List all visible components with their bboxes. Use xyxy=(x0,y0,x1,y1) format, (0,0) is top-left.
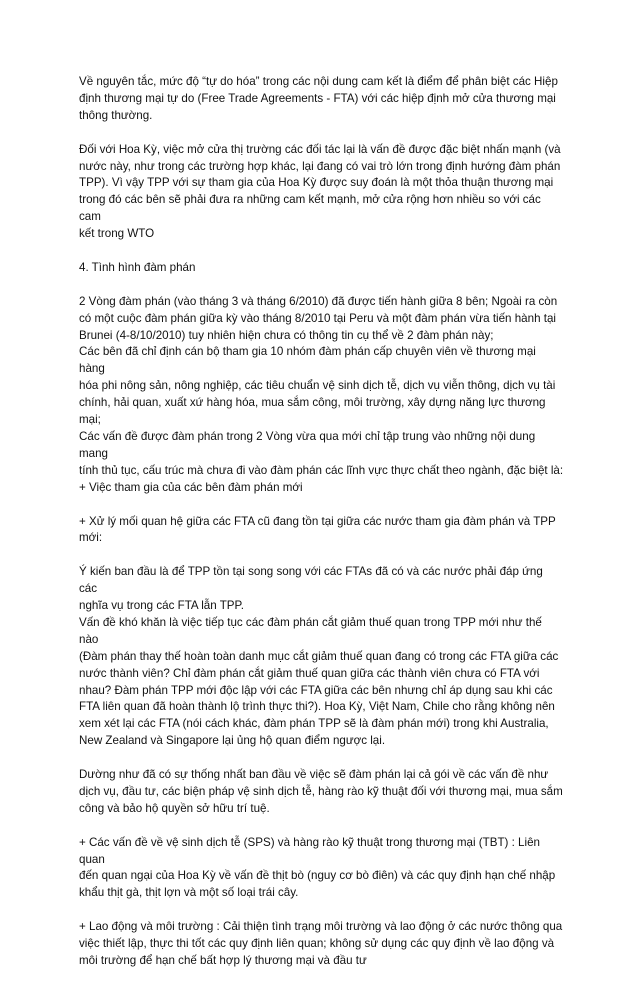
paragraph-package-agreement: Dường như đã có sự thống nhất ban đầu về việc sẽ đàm phán lại cả gói về các vấn đề như dịch vụ, đầu tư, các biện pháp vệ sinh dịch tễ, hàng rào kỹ thuật đối với thương mại, mua sắm công và bảo hộ quyền sở hữu trí tuệ. xyxy=(79,768,563,815)
document-page xyxy=(79,74,564,987)
paragraph-liberalization-principle: Về nguyên tắc, mức độ “tự do hóa” trong các nội dung cam kết là điểm để phân biệt các Hiệp định thương mại tự do (Free Trade Agreements - FTA) với các hiệp định mở cửa thương mại thông thường. xyxy=(79,75,558,122)
section-heading-negotiation-status: 4. Tình hình đàm phán xyxy=(79,260,196,274)
paragraph-labor-environment: + Lao động và môi trường : Cải thiện tình trạng môi trường và lao động ở các nước thông qua việc thiết lập, thực thi tốt các quy định liên quan; không sử dụng các quy định về lao động và môi trường để hạn chế bất hợp lý thương mại và đầu tư xyxy=(79,920,563,967)
paragraph-fta-relationship: + Xử lý mối quan hệ giữa các FTA cũ đang tồn tại giữa các nước tham gia đàm phán và TPP mới: xyxy=(79,514,556,545)
paragraph-sps-tbt: + Các vấn đề về vệ sinh dịch tễ (SPS) và hàng rào kỹ thuật trong thương mại (TBT) : Liên quan đến quan ngại của Hoa Kỳ về vấn đề thịt bò (nguy cơ bò điên) và các quy định hạn chế nhập khẩu thịt gà, thịt lợn và một số loại trái cây. xyxy=(79,835,556,900)
paragraph-negotiation-rounds: 2 Vòng đàm phán (vào tháng 3 và tháng 6/2010) đã được tiến hành giữa 8 bên; Ngoài ra còn có một cuộc đàm phán giữa kỳ vào tháng 8/2010 tại Peru và một đàm phán vừa tiến hành tại Brunei (4-8/10/2010) tuy nhiên hiện chưa có thông tin cụ thể về 2 đàm phán này; Các bên đã chỉ định cán bộ tham gia 10 nhóm đàm phán cấp chuyên viên về thương mại hàng hóa phi nông sản, nông nghiệp, các tiêu chuẩn vệ sinh dịch tễ, dịch vụ viễn thông, dịch vụ tài chính, hải quan, xuất xứ hàng hóa, mua sắm công, môi trường, xây dựng năng lực thương mại; Các vấn đề được đàm phán trong 2 Vòng vừa qua mới chỉ tập trung vào những nội dung mang tính thủ tục, cấu trúc mà chưa đi vào đàm phán các lĩnh vực thực chất theo ngành, đặc biệt là: + Việc tham gia của các bên đàm phán mới xyxy=(79,294,564,494)
paragraph-us-market-access: Đối với Hoa Kỳ, việc mở cửa thị trường các đối tác lại là vấn đề được đặc biệt nhấn mạnh (và nước này, như trong các trường hợp khác, lại đang có vai trò lớn trong định hướng đàm phán TPP). Vì vậy TPP với sự tham gia của Hoa Kỳ được suy đoán là một thỏa thuận thương mại trong đó các bên sẽ phải đưa ra những cam kết mạnh, mở cửa rộng hơn nhiều so với các cam kết trong WTO xyxy=(79,142,561,241)
paragraph-initial-opinion: Ý kiến ban đầu là để TPP tồn tại song song với các FTAs đã có và các nước phải đáp ứng các nghĩa vụ trong các FTA lẫn TPP. Vấn đề khó khăn là việc tiếp tục các đàm phán cắt giảm thuế quan trong TPP mới như thế nào (Đàm phán thay thế hoàn toàn danh mục cắt giảm thuế quan đang có trong các FTA giữa các nước thành viên? Chỉ đàm phán cắt giảm thuế quan giữa các thành viên chưa có FTA với nhau? Đàm phán TPP mới độc lập với các FTA giữa các bên nhưng chỉ áp dụng sau khi các FTA liên quan đã hoàn thành lộ trình thực thi?). Hoa Kỳ, Việt Nam, Chile cho rằng không nên xem xét lại các FTA (nói cách khác, đàm phán TPP sẽ là đàm phán mới) trong khi Australia, New Zealand và Singapore lại ủng hộ quan điểm ngược lại. xyxy=(79,565,559,748)
